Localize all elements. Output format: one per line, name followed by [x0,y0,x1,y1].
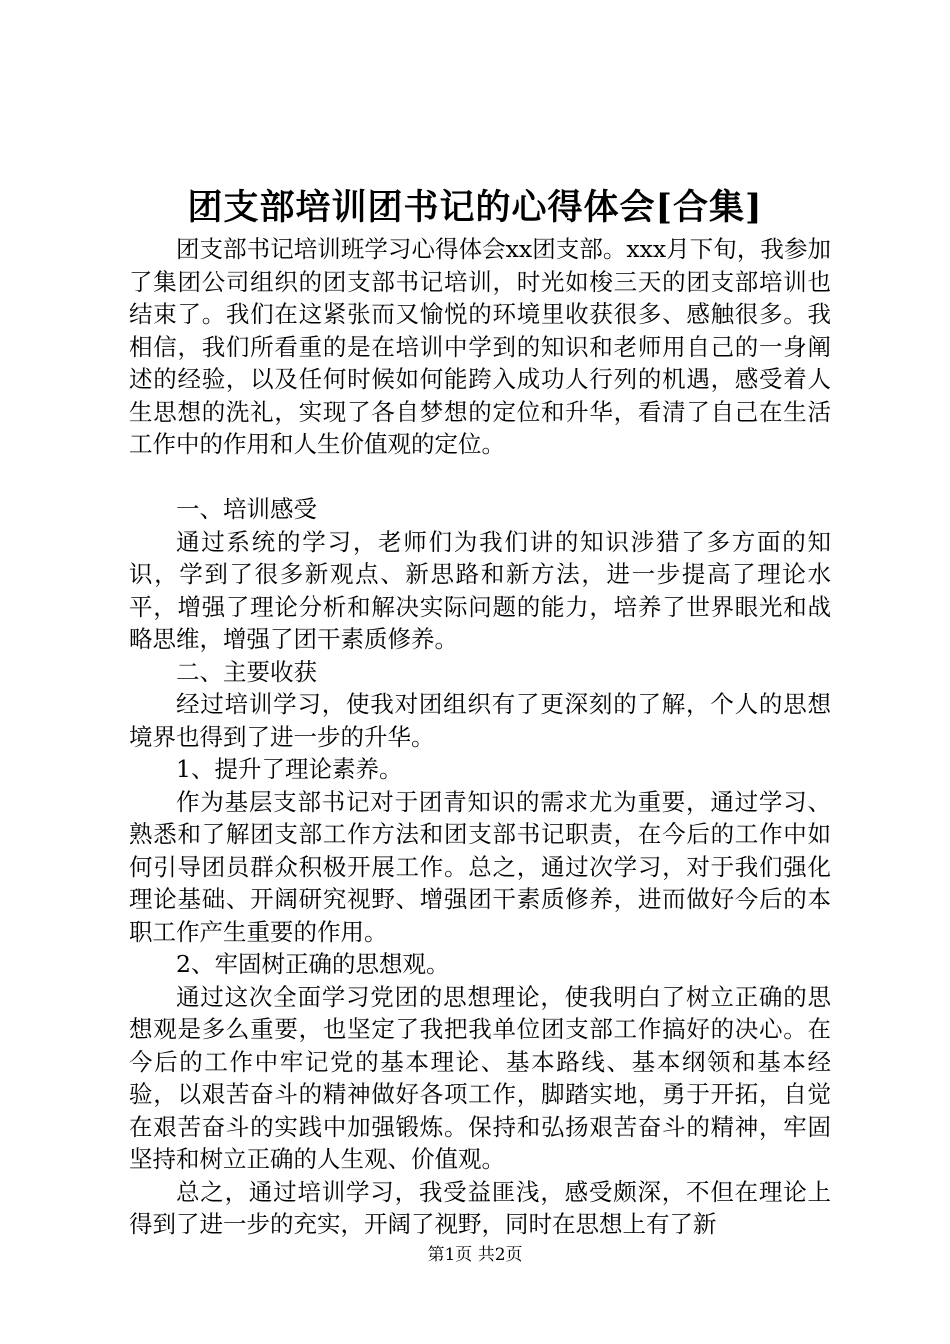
subheading-thought: 2、牢固树正确的思想观。 [176,950,450,978]
section-heading-main-gains: 二、主要收获 [176,657,317,686]
subheading-theory: 1、提升了理论素养。 [176,755,403,783]
paragraph-intro: 团支部书记培训班学习心得体会xx团支部。xxx月下旬，我参加了集团公司组织的团支部书记培训，时光如梭三天的团支部培训也结束了。我们在这紧张而又愉悦的环境里收获很多、感触很多。我相信，我们所看重的是在培训中学到的知识和老师用自己的一身阐述的经验，以及任何时候如何能跨入成功人行列的机遇，感受着人生思想的洗礼，实现了各自梦想的定位和升华，看清了自己在生活工作中的作用和人生价值观的定位。 [129,235,831,458]
page-footer: 第1页 共2页 [427,1245,523,1265]
paragraph-training-feelings: 通过系统的学习，老师们为我们讲的知识涉猎了多方面的知识，学到了很多新观点、新思路和新方法，进一步提高了理论水平，增强了理论分析和解决实际问题的能力，培养了世界眼光和战略思维，增强了团干素质修养。 [129,527,831,653]
paragraph-thought: 通过这次全面学习党团的思想理论，使我明白了树立正确的思想观是多么重要，也坚定了我把我单位团支部工作搞好的决心。在今后的工作中牢记党的基本理论、基本路线、基本纲领和基本经验，以艰苦奋斗的精神做好各项工作，脚踏实地，勇于开拓，自觉在艰苦奋斗的实践中加强锻炼。保持和弘扬艰苦奋斗的精神，牢固坚持和树立正确的人生观、价值观。 [129,982,831,1173]
paragraph-theory: 作为基层支部书记对于团青知识的需求尤为重要，通过学习、熟悉和了解团支部工作方法和团支部书记职责，在今后的工作中如何引导团员群众积极开展工作。总之，通过次学习，对于我们强化理论基础、开阔研究视野、增强团干素质修养，进而做好今后的本职工作产生重要的作用。 [129,787,831,946]
paragraph-summary: 总之，通过培训学习，我受益匪浅，感受颇深，不但在理论上得到了进一步的充实，开阔了视野，同时在思想上有了新 [129,1177,831,1238]
document-body [129,233,831,1241]
document-title: 团支部培训团书记的心得体会[合集] [187,187,763,228]
paragraph-main-gains: 经过培训学习，使我对团组织有了更深刻的了解，个人的思想境界也得到了进一步的升华。 [129,690,831,751]
section-heading-training-feelings: 一、培训感受 [176,495,317,523]
